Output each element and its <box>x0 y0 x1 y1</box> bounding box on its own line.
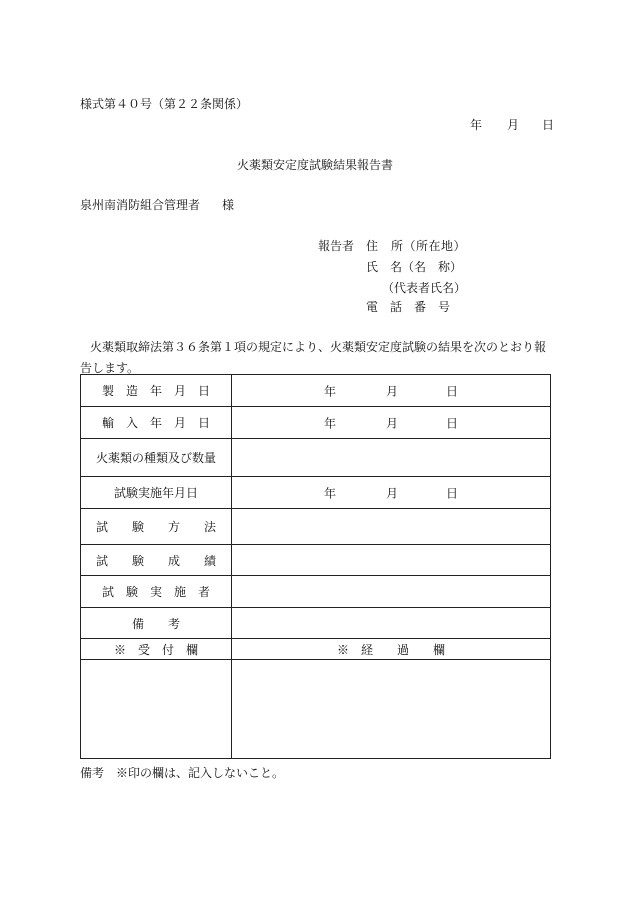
table-row <box>81 407 551 439</box>
result-table <box>80 374 551 759</box>
addressee-honorific: 様 <box>222 198 235 212</box>
table-row <box>81 477 551 509</box>
receipt-cell[interactable] <box>81 660 232 759</box>
table-row <box>81 608 551 639</box>
row-label: 試 験 実 施 者 <box>81 576 232 608</box>
row-label: 試験実施年月日 <box>81 477 232 509</box>
reporter-label: 報告者 <box>318 239 355 253</box>
cell-year: 年 <box>324 416 337 430</box>
table-row <box>81 545 551 576</box>
addressee-name: 泉州南消防組合管理者 <box>80 198 201 212</box>
table-row <box>81 439 551 477</box>
addressee <box>80 199 234 211</box>
receipt-header: ※ 受 付 欄 <box>81 639 232 660</box>
table-header-row <box>81 639 551 660</box>
reporter-address-label: 住 所（所在地） <box>366 239 467 253</box>
date-value-cell[interactable] <box>232 407 551 439</box>
cell-day: 日 <box>446 416 459 430</box>
table-row <box>81 576 551 608</box>
date-value-cell[interactable] <box>232 477 551 509</box>
cell-year: 年 <box>324 486 337 500</box>
cell-day: 日 <box>446 486 459 500</box>
form-number: 様式第４０号（第２２条関係） <box>80 97 249 111</box>
table-row <box>81 375 551 407</box>
cell-month: 月 <box>386 416 399 430</box>
row-label: 試 験 方 法 <box>81 509 232 545</box>
value-cell[interactable] <box>232 439 551 477</box>
reporter-name-label: 氏 名（名 称） <box>366 260 463 274</box>
table-row <box>81 509 551 545</box>
reporter-representative-label: （代表者氏名） <box>382 281 467 295</box>
value-cell[interactable] <box>232 576 551 608</box>
statement-text: 火薬類取締法第３６条第１項の規定により、火薬類安定度試験の結果を次のとおり報告します。 <box>80 340 547 375</box>
cell-month: 月 <box>386 384 399 398</box>
row-label: 製 造 年 月 日 <box>81 375 232 407</box>
document-title: 火薬類安定度試験結果報告書 <box>236 158 393 172</box>
date-day-label: 日 <box>542 118 555 132</box>
row-label: 試 験 成 績 <box>81 545 232 576</box>
cell-month: 月 <box>386 486 399 500</box>
date-year-label: 年 <box>470 118 483 132</box>
row-label: 備 考 <box>81 608 232 639</box>
row-label: 輸 入 年 月 日 <box>81 407 232 439</box>
value-cell[interactable] <box>232 608 551 639</box>
cell-day: 日 <box>446 384 459 398</box>
footnote: 備考 ※印の欄は、記入しないこと。 <box>80 766 285 780</box>
reporter-phone-label: 電 話 番 号 <box>366 300 451 314</box>
date-value-cell[interactable] <box>232 375 551 407</box>
cell-year: 年 <box>324 384 337 398</box>
value-cell[interactable] <box>232 509 551 545</box>
progress-header: ※ 経 過 欄 <box>232 639 551 660</box>
value-cell[interactable] <box>232 545 551 576</box>
date-month-label: 月 <box>507 118 520 132</box>
row-label: 火薬類の種類及び数量 <box>81 439 232 477</box>
table-row <box>81 660 551 759</box>
progress-cell[interactable] <box>232 660 551 759</box>
